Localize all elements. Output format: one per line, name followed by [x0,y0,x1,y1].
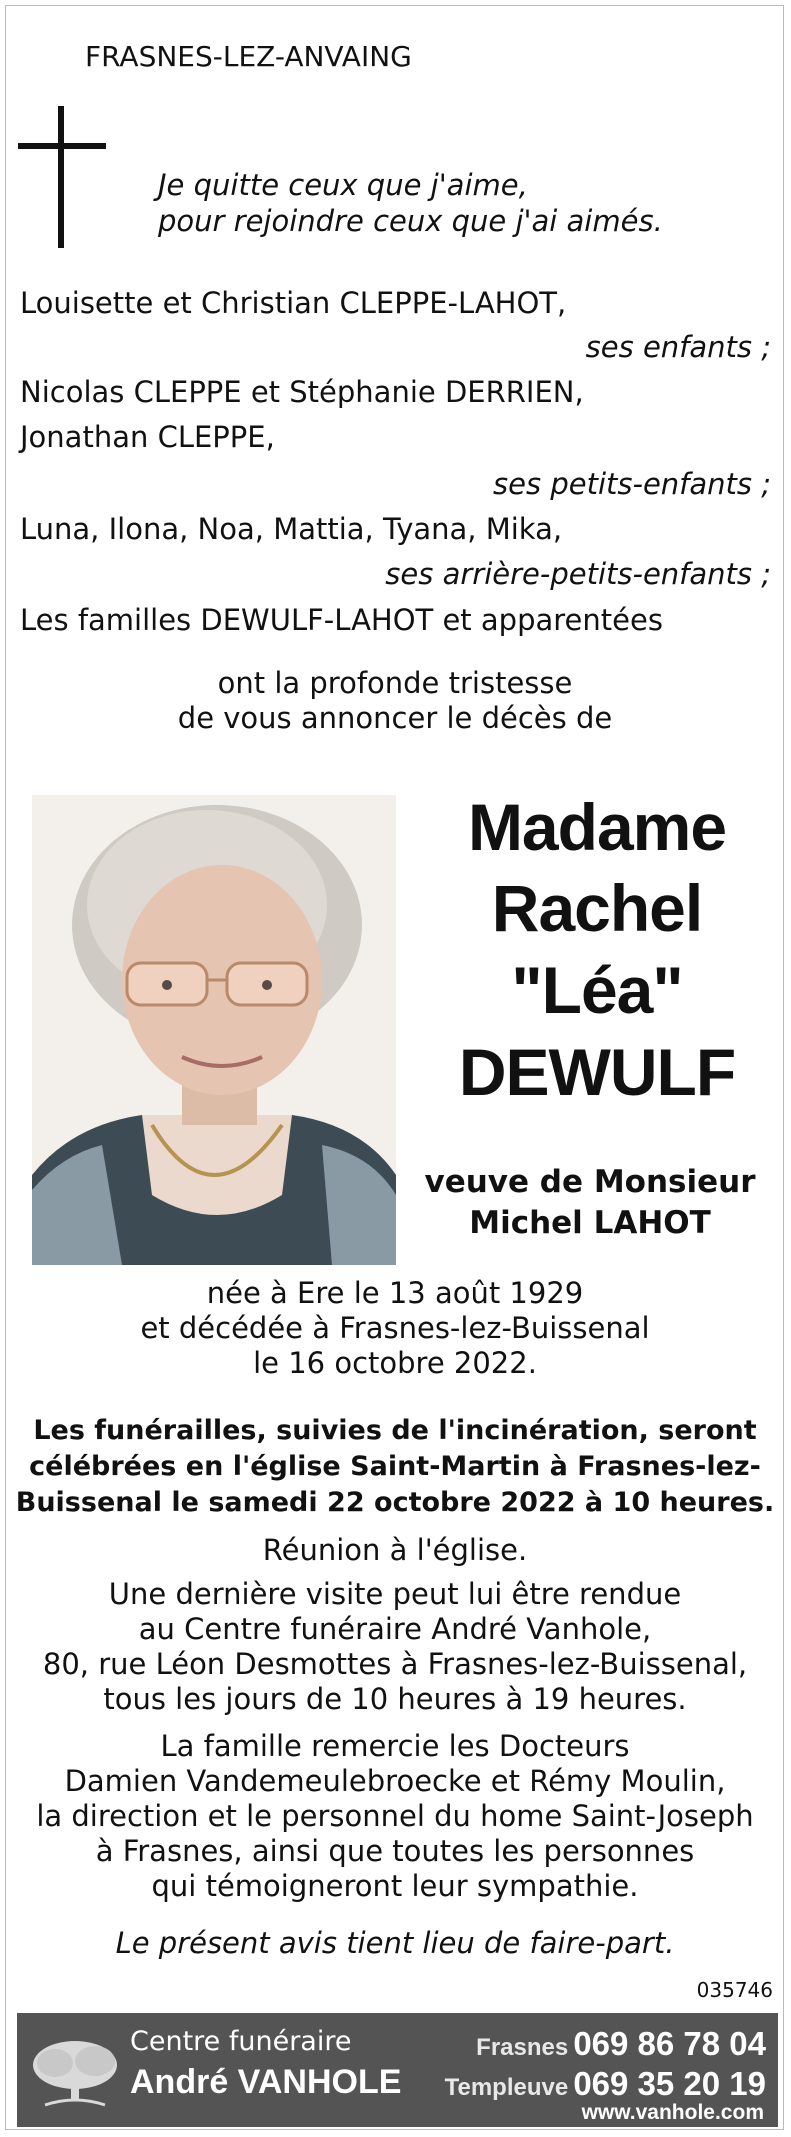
deceased-title: Madame [467,790,727,864]
footer-company-name: André VANHOLE [130,2063,402,2101]
notice-line: Le présent avis tient lieu de faire-part. [115,1926,675,1960]
thanks-line-1: La famille remercie les Docteurs [160,1729,630,1763]
footer-location-2: Templeuve [444,2074,569,2101]
announce-line-1: ont la profonde tristesse [217,666,573,700]
thanks-line-5: qui témoigneront leur sympathie. [151,1869,639,1903]
thanks-line-4: à Frasnes, ainsi que toutes les personnes [95,1834,695,1868]
deceased-nickname: "Léa" [511,953,683,1027]
children-names: Louisette et Christian CLEPPE-LAHOT, [20,286,567,320]
reference-number: 035746 [696,1978,773,2002]
death-date-line: le 16 octobre 2022. [253,1346,537,1380]
grandchildren-line-1: Nicolas CLEPPE et Stéphanie DERRIEN, [20,375,584,409]
footer-phone-2[interactable]: 069 35 20 19 [573,2065,766,2102]
meeting-line: Réunion à l'église. [262,1533,528,1567]
visit-line-2: au Centre funéraire André Vanhole, [138,1612,652,1646]
grandchildren-line-2: Jonathan CLEPPE, [20,420,275,454]
other-families: Les familles DEWULF-LAHOT et apparentées [20,603,663,637]
deceased-last-name: DEWULF [458,1035,736,1109]
announce-line-2: de vous annoncer le décès de [177,701,613,735]
funeral-line-3: Buissenal le samedi 22 octobre 2022 à 10 heures. [15,1487,775,1518]
children-role: ses enfants ; [585,330,771,364]
thanks-line-2: Damien Vandemeulebroecke et Rémy Moulin, [64,1764,726,1798]
visit-line-4: tous les jours de 10 heures à 19 heures. [103,1682,687,1716]
thanks-line-3: la direction et le personnel du home Saint-Joseph [36,1799,754,1833]
location-heading: FRASNES-LEZ-ANVAING [85,40,412,73]
visit-line-3: 80, rue Léon Desmottes à Frasnes-lez-Buissenal, [42,1647,748,1681]
funeral-line-2: célébrées en l'église Saint-Martin à Frasnes-lez- [29,1451,761,1482]
epigraph-line-2: pour rejoindre ceux que j'ai aimés. [158,204,663,238]
footer-phone-1[interactable]: 069 86 78 04 [573,2025,766,2062]
widow-line-2: Michel LAHOT [469,1205,711,1241]
funeral-line-1: Les funérailles, suivies de l'incinération, seront [33,1415,757,1446]
footer-website-link[interactable]: www.vanhole.com [581,2101,764,2124]
funeral-home-banner [17,2013,778,2127]
deceased-first-name: Rachel [491,871,703,945]
visit-line-1: Une dernière visite peut lui être rendue [108,1577,682,1611]
great-grandchildren-role: ses arrière-petits-enfants ; [385,557,771,591]
death-line: et décédée à Frasnes-lez-Buissenal [140,1311,650,1345]
widow-line-1: veuve de Monsieur [424,1164,756,1200]
footer-company-small: Centre funéraire [130,2026,352,2057]
deceased-photo [32,795,396,1265]
birth-line: née à Ere le 13 août 1929 [206,1276,584,1310]
footer-location-1: Frasnes [476,2034,569,2061]
tree-logo-icon [25,2033,125,2113]
great-grandchildren-names: Luna, Ilona, Noa, Mattia, Tyana, Mika, [20,512,563,546]
grandchildren-role: ses petits-enfants ; [493,467,771,501]
epigraph-line-1: Je quitte ceux que j'aime, [158,168,528,202]
